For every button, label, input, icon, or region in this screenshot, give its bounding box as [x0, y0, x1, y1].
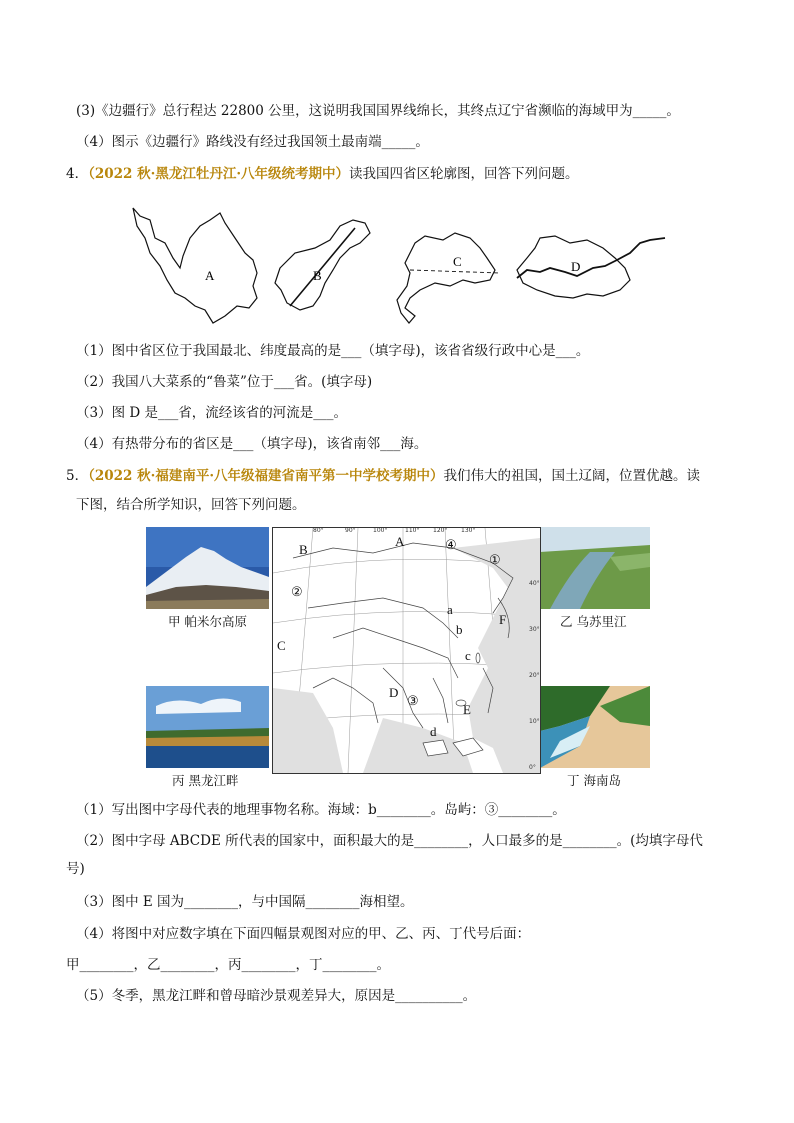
province-outlines-figure	[125, 198, 670, 328]
tick-lat-30: 30°	[529, 626, 540, 633]
q4-sub1: （1）图中省区位于我国最北、纬度最高的是___（填字母)，该省省级行政中心是___。	[76, 343, 590, 359]
q4-source-tag: （2022 秋·黑龙江牡丹江·八年级统考期中）	[88, 166, 350, 182]
map-label-E: E	[463, 702, 471, 717]
photo-heilongjiang-riverside	[146, 686, 269, 768]
map-label-C: C	[277, 638, 286, 653]
q3-sub4: （4）图示《边疆行》路线没有经过我国领土最南端_____。	[76, 134, 429, 150]
tick-lon-130: 130°	[461, 527, 476, 534]
q5-intro-1: 我们伟大的祖国，国土辽阔，位置优越。读	[443, 468, 701, 484]
q5-header	[66, 467, 700, 485]
tick-lon-100: 100°	[373, 527, 388, 534]
q5-sub5: （5）冬季，黑龙江畔和曾母暗沙景观差异大，原因是__________。	[76, 988, 477, 1004]
q5-sub4-blanks: 甲________，乙________，丙________，丁________。	[66, 957, 390, 973]
tick-lat-20: 20°	[529, 672, 540, 679]
map-label-b: b	[456, 622, 463, 637]
province-c-label: C	[453, 254, 462, 269]
q4-number: 4．	[66, 166, 89, 182]
province-a-label: A	[205, 268, 215, 283]
q5-sub3: （3）图中 E 国为________，与中国隔________海相望。	[76, 894, 414, 910]
map-label-F: F	[499, 612, 507, 627]
caption-yi: 乙 乌苏里江	[560, 614, 627, 629]
q4-intro: 读我国四省区轮廓图，回答下列问题。	[349, 166, 579, 182]
q5-sub2-cont: 号)	[66, 861, 85, 877]
q5-sub2: （2）图中字母 ABCDE 所代表的国家中，面积最大的是________，人口最多的是________。(均填字母代	[76, 833, 703, 849]
province-b-label: B	[313, 268, 322, 283]
map-label-d: d	[430, 724, 437, 739]
province-d-label: D	[571, 259, 581, 274]
caption-ding: 丁 海南岛	[567, 773, 621, 788]
map-label-4: ④	[445, 537, 457, 552]
caption-jia: 甲 帕米尔高原	[168, 614, 247, 629]
q4-sub2: （2）我国八大菜系的“鲁菜”位于___省。(填字母)	[76, 374, 373, 390]
tick-lon-80: 80°	[313, 527, 324, 534]
asia-map	[272, 527, 541, 774]
q5-number: 5．	[66, 468, 89, 484]
province-b-divider	[290, 228, 355, 306]
tick-lon-90: 90°	[345, 527, 356, 534]
q3-sub3: (3)《边疆行》总行程达 22800 公里，这说明我国国界线绵长，其终点辽宁省濒临的海域甲为_____。	[76, 103, 680, 119]
map-label-1: ①	[489, 552, 501, 567]
map-label-c: c	[465, 648, 471, 663]
photo-hainan-island	[540, 686, 650, 768]
photo-pamir-plateau	[146, 527, 269, 609]
province-c-dashline	[410, 270, 500, 273]
caption-bing: 丙 黑龙江畔	[172, 773, 239, 788]
map-label-D: D	[389, 685, 399, 700]
tick-lat-0: 0°	[529, 764, 536, 771]
q4-sub3: （3）图 D 是___省，流经该省的河流是___。	[76, 405, 347, 421]
q4-sub4: （4）有热带分布的省区是___（填字母)，该省南邻___海。	[76, 436, 428, 452]
map-label-2: ②	[291, 584, 303, 599]
map-label-a: a	[447, 602, 453, 617]
map-label-A: A	[395, 534, 405, 549]
photo-wusuli-river	[540, 527, 650, 609]
q5-sub4: （4）将图中对应数字填在下面四幅景观图对应的甲、乙、丙、丁代号后面：	[76, 926, 531, 942]
province-b-outline	[275, 220, 370, 310]
map-label-B: B	[299, 542, 308, 557]
q5-intro-2: 下图，结合所学知识，回答下列问题。	[76, 497, 306, 513]
tick-lon-120: 120°	[433, 527, 448, 534]
tick-lat-10: 10°	[529, 718, 540, 725]
q4-header	[66, 165, 579, 183]
map-label-3: ③	[407, 693, 419, 708]
province-c-outline	[397, 233, 495, 323]
province-a-outline	[133, 208, 257, 323]
tick-lon-110: 110°	[405, 527, 420, 534]
province-d-river	[517, 238, 665, 278]
q5-sub1: （1）写出图中字母代表的地理事物名称。海域：b________。岛屿：③________。	[76, 802, 566, 818]
tick-lat-40: 40°	[529, 580, 540, 587]
q5-source-tag: （2022 秋·福建南平·八年级福建省南平第一中学校考期中）	[88, 468, 444, 484]
